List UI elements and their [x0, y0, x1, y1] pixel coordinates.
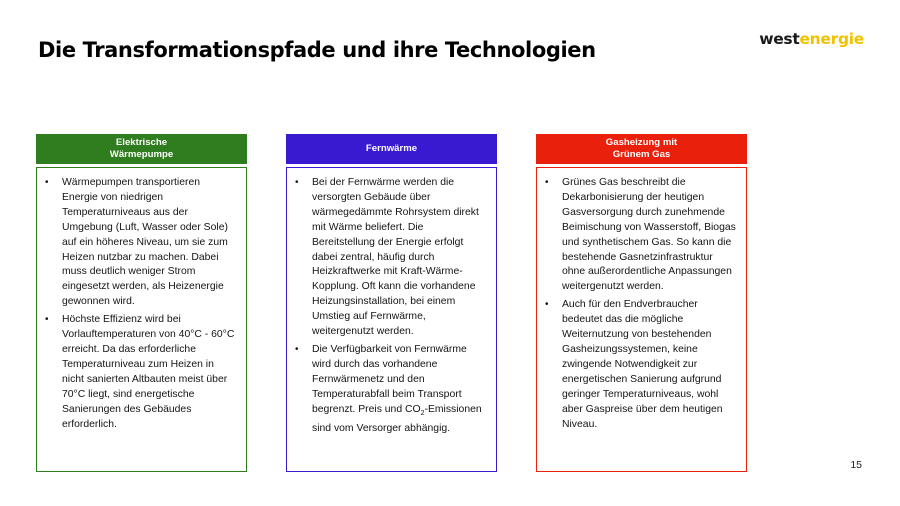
- logo-text-west: west: [759, 30, 800, 48]
- bullet-item: [545, 176, 738, 295]
- bullet-text: [312, 344, 482, 434]
- westenergie-logo: [759, 30, 864, 48]
- bullet-dot-icon: •: [295, 343, 299, 355]
- co2-subscript: 2: [420, 409, 425, 417]
- bullet-list: [295, 176, 488, 436]
- column-district-heating: [286, 134, 497, 472]
- bullet-text: Höchste Effizienz wird bei Vorlauftemperaturen von 40°C - 60°C erreicht. Da das erforderliche Temperaturniveau zum Heizen in nicht sanierten Altbauten meist über 70°C liegt, sind energetische Sanierungen des Gebäudes erforderlich.: [62, 314, 235, 430]
- bullet-item: [295, 176, 488, 340]
- bullet-text: Bei der Fernwärme werden die versorgten Gebäude über wärmegedämmte Rohrsystem direkt mit Wärme beliefert. Die Bereitstellung der Energie erfolgt dabei zentral, häufig durch Heizkraftwerke mit Kraft-Wärme-Kopplung. Oft kann die vorhandene Heizungsinstallation, bei einem Umstieg auf Fernwärme, weitergenutzt werden.: [312, 177, 479, 338]
- column-header-district-heating: Fernwärme: [286, 134, 497, 164]
- bullet-text: Grünes Gas beschreibt die Dekarbonisierung der heutigen Gasversorgung durch zunehmende Beimischung von Wasserstoff, Biogas und synthetischem Gas. So kann die bestehende Gasnetzinfrastruktur ohne außerordentliche Anpassungen weitergenutzt werden.: [562, 177, 736, 293]
- bullet-list: [45, 176, 238, 432]
- column-green-gas: [536, 134, 747, 472]
- bullet-dot-icon: •: [545, 177, 549, 188]
- bullet-dot-icon: •: [545, 299, 549, 311]
- bullet-item: [295, 343, 488, 437]
- slide-title: Die Transformationspfade und ihre Technologien: [38, 38, 596, 62]
- bullet-dot-icon: •: [45, 177, 49, 188]
- bullet-item: [45, 313, 238, 432]
- page-number: 15: [850, 459, 862, 471]
- bullet-text-after: -Emissionen sind vom Versorger abhängig.: [312, 403, 482, 434]
- column-body-district-heating: [286, 167, 497, 472]
- bullet-dot-icon: •: [45, 314, 49, 326]
- bullet-item: [545, 298, 738, 432]
- bullet-item: [45, 176, 238, 310]
- column-body-green-gas: [536, 167, 747, 472]
- column-heat-pump: [36, 134, 247, 472]
- logo-text-energie: energie: [799, 30, 864, 48]
- bullet-text: Auch für den Endverbraucher bedeutet das die mögliche Weiternutzung von bestehenden Gasheizungssystemen, keine zwingende Notwendigkeit zur energetischen Sanierung aufgrund geringer Temperaturniveaus, wohl aber Gaspreise über dem heutigen Niveau.: [562, 299, 723, 430]
- bullet-dot-icon: •: [295, 177, 299, 188]
- bullet-list: [545, 176, 738, 432]
- column-header-heat-pump: Elektrische Wärmepumpe: [36, 134, 247, 164]
- column-header-green-gas: Gasheizung mit Grünem Gas: [536, 134, 747, 164]
- bullet-text: Wärmepumpen transportieren Energie von niedrigen Temperaturniveaus aus der Umgebung (Luft, Wasser oder Sole) auf ein höheres Niveau, um sie zum Heizen nutzbar zu machen. Dabei muss deutlich weniger Strom eingesetzt werden, als Heizenergie gewonnen wird.: [62, 177, 228, 308]
- column-body-heat-pump: [36, 167, 247, 472]
- bullet-text-before: Die Verfügbarkeit von Fernwärme wird durch das vorhandene Fernwärmenetz und den Temperaturabfall beim Transport begrenzt. Preis und CO: [312, 343, 467, 415]
